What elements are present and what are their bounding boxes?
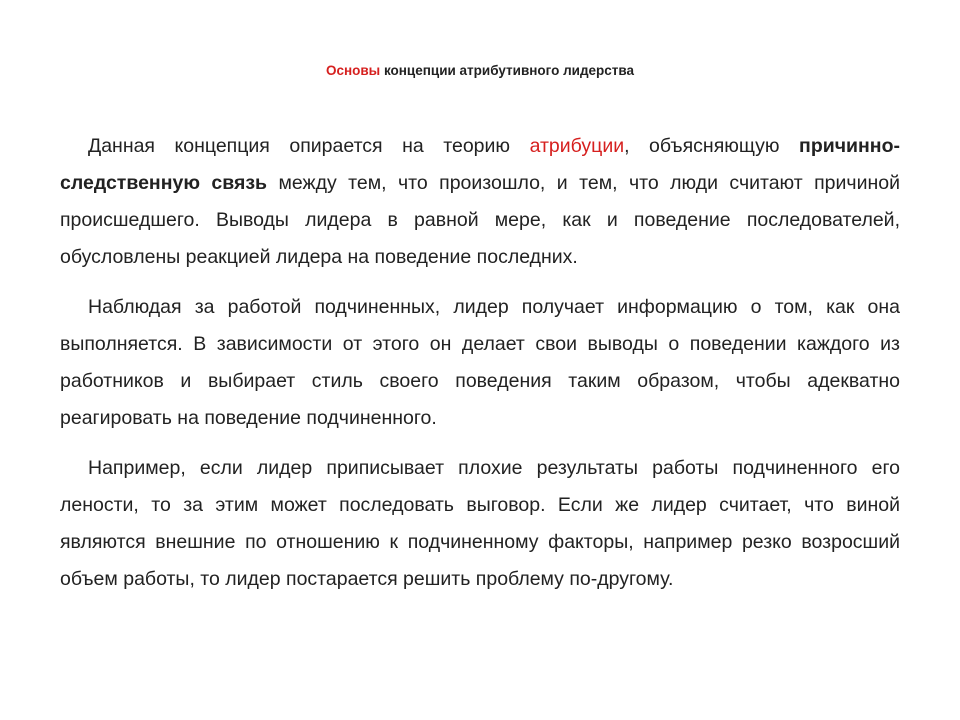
bold-cause-effect: причинно-следственную связь [60, 135, 900, 194]
highlight-attribution: атрибуции [529, 135, 625, 157]
title-accent-word: Основы [325, 63, 381, 78]
title-rest: концепции атрибутивного лидерства [380, 63, 635, 78]
paragraph-1-part-c: между тем, что произошло, и тем, что люди считают причиной происшедшего. Выводы лидера в равной мере, как и поведение последователей, обусловлены реакцией лидера на поведение последних. [60, 172, 900, 268]
paragraph-2: Наблюдая за работой подчиненных, лидер получает информацию о том, как она выполняется. В зависимости от этого он делает свои выводы о поведении каждого из работников и выбирает стиль своего поведения таким образом, чтобы адекватно реагировать на поведение подчиненного. [60, 296, 900, 429]
paragraph-1-part-a: Данная концепция опирается на теорию [88, 135, 530, 157]
paragraph-1-part-b: , объясняющую [624, 135, 800, 157]
slide-body [60, 128, 900, 611]
paragraph-1 [60, 128, 900, 276]
slide-title [0, 62, 960, 80]
paragraph-3: Например, если лидер приписывает плохие результаты работы подчиненного его лености, то за этим может последовать выговор. Если же лидер считает, что виной являются внешние по отношению к подчиненному факторы, например резко возросший объем работы, то лидер постарается решить проблему по-другому. [60, 457, 900, 590]
